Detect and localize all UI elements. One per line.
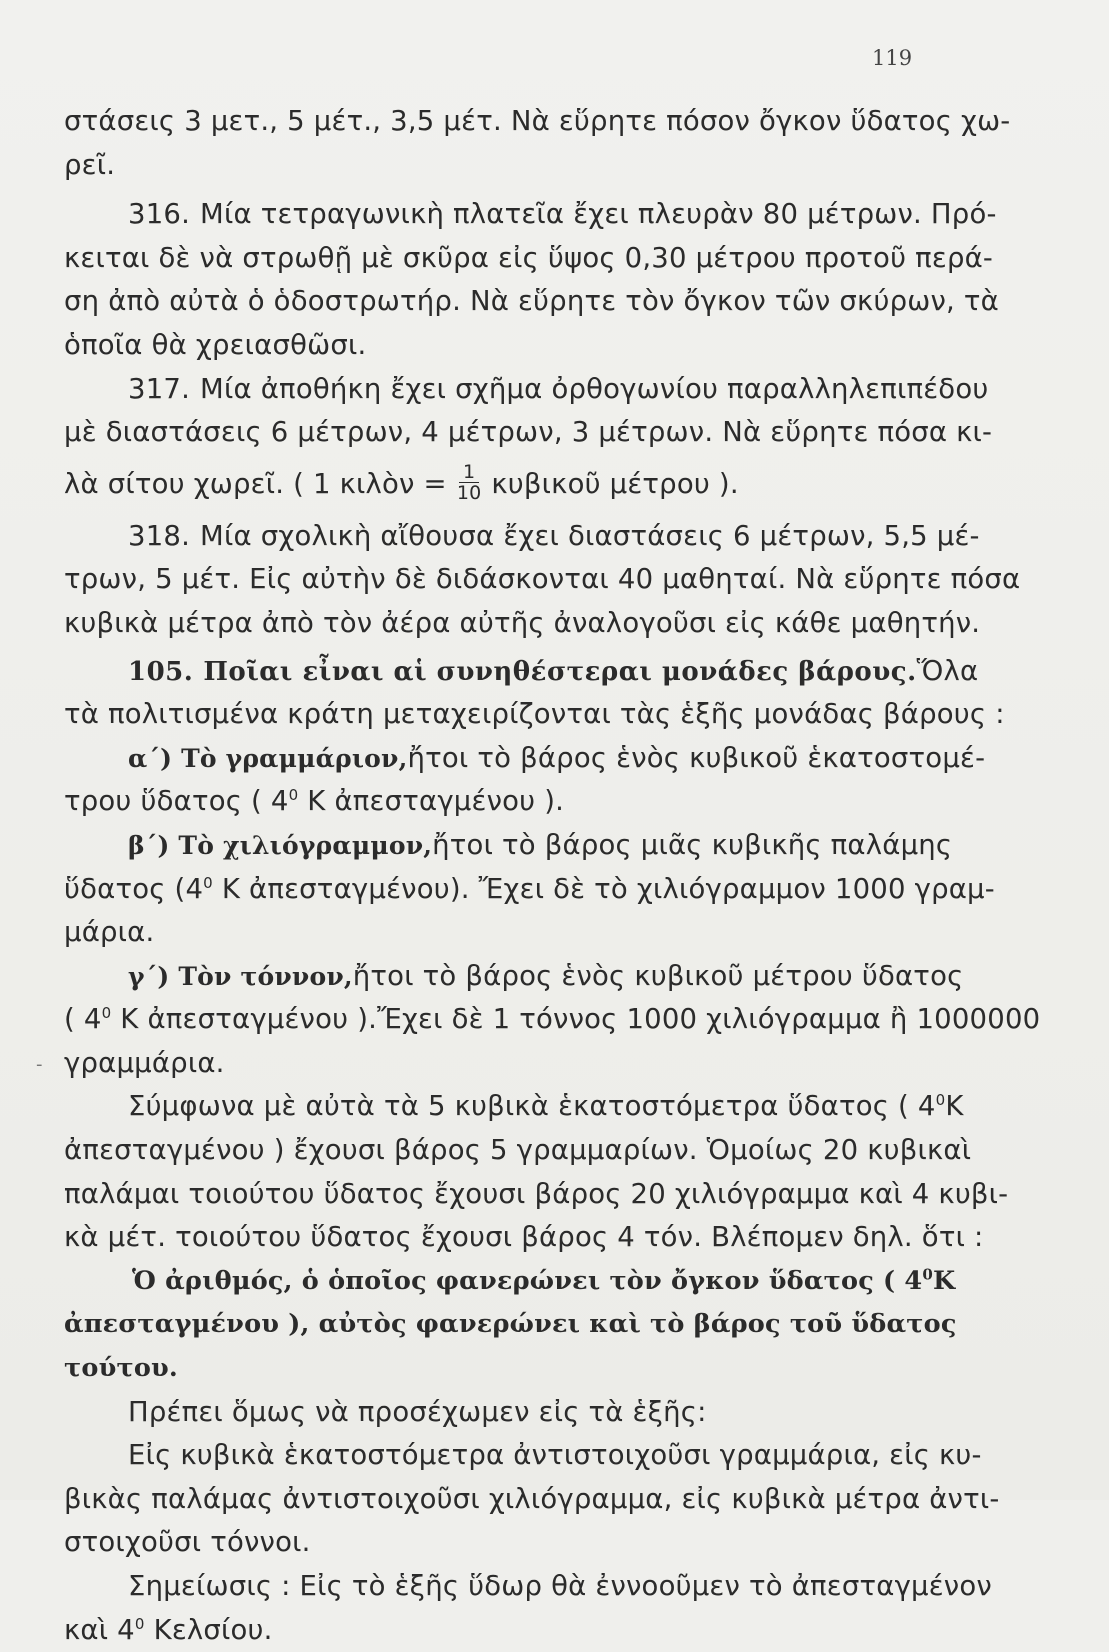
item-label: α΄) Τὸ γραμμάριον, xyxy=(128,743,408,773)
text-line: μάρια. xyxy=(64,916,155,949)
text-line: τρου ὕδατος ( $4^0$ Κ ἀπεσταγμένου ). xyxy=(64,785,565,818)
text-line: καὶ $4^0$ Κελσίου. xyxy=(64,1613,273,1646)
text-line: ση ἀπὸ αὐτὰ ὁ ὁδοστρωτήρ. Νὰ εὕρητε τὸν ὄγκον τῶν σκύρων, τὰ xyxy=(64,285,999,318)
text-line: ( $4^0$ Κ ἀπεσταγμένου ).Ἔχει δὲ 1 τόννος 1000 χιλιόγραμμα ἢ 1000000 xyxy=(64,1003,1041,1036)
text-line: ὕδατος ($4^0$ Κ ἀπεσταγμένου). Ἔχει δὲ τὸ χιλιόγραμμον 1000 γραμ- xyxy=(64,872,995,905)
text-line: τρων, 5 μέτ. Εἰς αὐτὴν δὲ διδάσκονται 40 μαθηταί. Νὰ εὕρητε πόσα xyxy=(64,563,1021,596)
section-number: 105. xyxy=(128,656,194,687)
text-line: ἀπεσταγμένου ) ἔχουσι βάρος 5 γραμμαρίων. Ὁμοίως 20 κυβικαὶ xyxy=(64,1134,972,1167)
fraction-numerator: 1 xyxy=(459,462,479,483)
exercise-316: 316. Μία τετραγωνικὴ πλατεῖα ἔχει πλευρὰν 80 μέτρων. Πρό- xyxy=(128,198,997,231)
text-line: κὰ μέτ. τοιούτου ὕδατος ἔχουσι βάρος 4 τόν. Βλέπομεν δηλ. ὅτι : xyxy=(64,1221,984,1254)
text-line: ρεῖ. xyxy=(64,148,116,181)
section-105: 105. Ποῖαι εἶναι αἱ συνηθέστεραι μονάδες βάρους. Ὅλα xyxy=(128,654,979,687)
text-line: γραμμάρια. xyxy=(64,1046,225,1079)
text-line: στάσεις 3 μετ., 5 μέτ., 3,5 μέτ. Νὰ εὕρητε πόσον ὄγκον ὕδατος χω- xyxy=(64,105,1011,137)
text-line: ὁποῖα θὰ χρειασθῶσι. xyxy=(64,328,367,361)
margin-mark: - xyxy=(36,1054,43,1075)
text-line-with-fraction: λὰ σίτου χωρεῖ. ( 1 κιλὸν = $\frac{1}{10}$ κυβικοῦ μέτρου ). xyxy=(64,461,739,505)
text-line: βικὰς παλάμας ἀντιστοιχοῦσι χιλιόγραμμα, εἰς κυβικὰ μέτρα ἀντι- xyxy=(64,1482,1000,1515)
text-line: παλάμαι τοιούτου ὕδατος ἔχουσι βάρος 20 χιλιόγραμμα καὶ 4 κυβι- xyxy=(64,1177,1009,1210)
exercise-number: 318. xyxy=(128,519,191,552)
item-label: γ΄) Τὸν τόννον, xyxy=(128,961,353,991)
exercise-number: 316. xyxy=(128,198,191,231)
unit-item-tonne: γ΄) Τὸν τόννον, ἤτοι τὸ βάρος ἑνὸς κυβικοῦ μέτρου ὕδατος xyxy=(64,955,924,999)
unit-item-gram: α΄) Τὸ γραμμάριον, ἤτοι τὸ βάρος ἑνὸς κυβικοῦ ἑκατοστομέ- xyxy=(64,737,924,781)
note: Σημείωσις : Εἰς τὸ ἑξῆς ὕδωρ θὰ ἐννοοῦμεν τὸ ἀπεσταγμένον xyxy=(128,1570,992,1602)
exercise-number: 317. xyxy=(128,372,191,405)
text-line: Σύμφωνα μὲ αὐτὰ τὰ 5 κυβικὰ ἑκατοστόμετρα ὕδατος ( $4^0$ Κ xyxy=(128,1090,964,1123)
fraction-denominator: 10 xyxy=(456,482,482,505)
fraction xyxy=(453,462,486,503)
section-heading: Ποῖαι εἶναι αἱ συνηθέστεραι μονάδες βάρους. xyxy=(203,656,917,687)
text-line: κειται δὲ νὰ στρωθῇ μὲ σκῦρα εἰς ὕψος 0,30 μέτρου προτοῦ περά- xyxy=(64,241,994,274)
text-line: τὰ πολιτισμένα κράτη μεταχειρίζονται τὰς ἑξῆς μονάδας βάρους : xyxy=(64,698,1005,731)
page-text xyxy=(64,100,1041,1652)
unit-item-kilogram: β΄) Τὸ χιλιόγραμμον, ἤτοι τὸ βάρος μιᾶς κυβικῆς παλάμης xyxy=(64,824,924,868)
exercise-317: 317. Μία ἀποθήκη ἔχει σχῆμα ὀρθογωνίου παραλληλεπιπέδου xyxy=(128,372,989,405)
text-line: τούτου. xyxy=(64,1353,178,1384)
item-label: β΄) Τὸ χιλιόγραμμον, xyxy=(128,830,433,860)
page-number: 119 xyxy=(872,46,913,70)
text-line: μὲ διαστάσεις 6 μέτρων, 4 μέτρων, 3 μέτρων. Νὰ εὕρητε πόσα κι- xyxy=(64,416,993,449)
text-line: στοιχοῦσι τόννοι. xyxy=(64,1526,311,1559)
exercise-318: 318. Μία σχολικὴ αἴθουσα ἔχει διαστάσεις 6 μέτρων, 5,5 μέ- xyxy=(128,519,980,552)
text-line: κυβικὰ μέτρα ἀπὸ τὸν ἀέρα αὐτῆς ἀναλογοῦσι εἰς κάθε μαθητήν. xyxy=(64,606,981,639)
text-line: ἀπεσταγμένου ), αὐτὸς φανερώνει καὶ τὸ βάρος τοῦ ὕδατος xyxy=(64,1309,957,1340)
text-line: Εἰς κυβικὰ ἑκατοστόμετρα ἀντιστοιχοῦσι γραμμάρια, εἰς κυ- xyxy=(128,1439,982,1472)
text-line: Πρέπει ὅμως νὰ προσέχωμεν εἰς τὰ ἑξῆς: xyxy=(128,1395,707,1428)
rule-statement: Ὁ ἀριθμός, ὁ ὁποῖος φανερώνει τὸν ὄγκον ὕδατος ( $4^0$ Κ xyxy=(132,1265,956,1296)
